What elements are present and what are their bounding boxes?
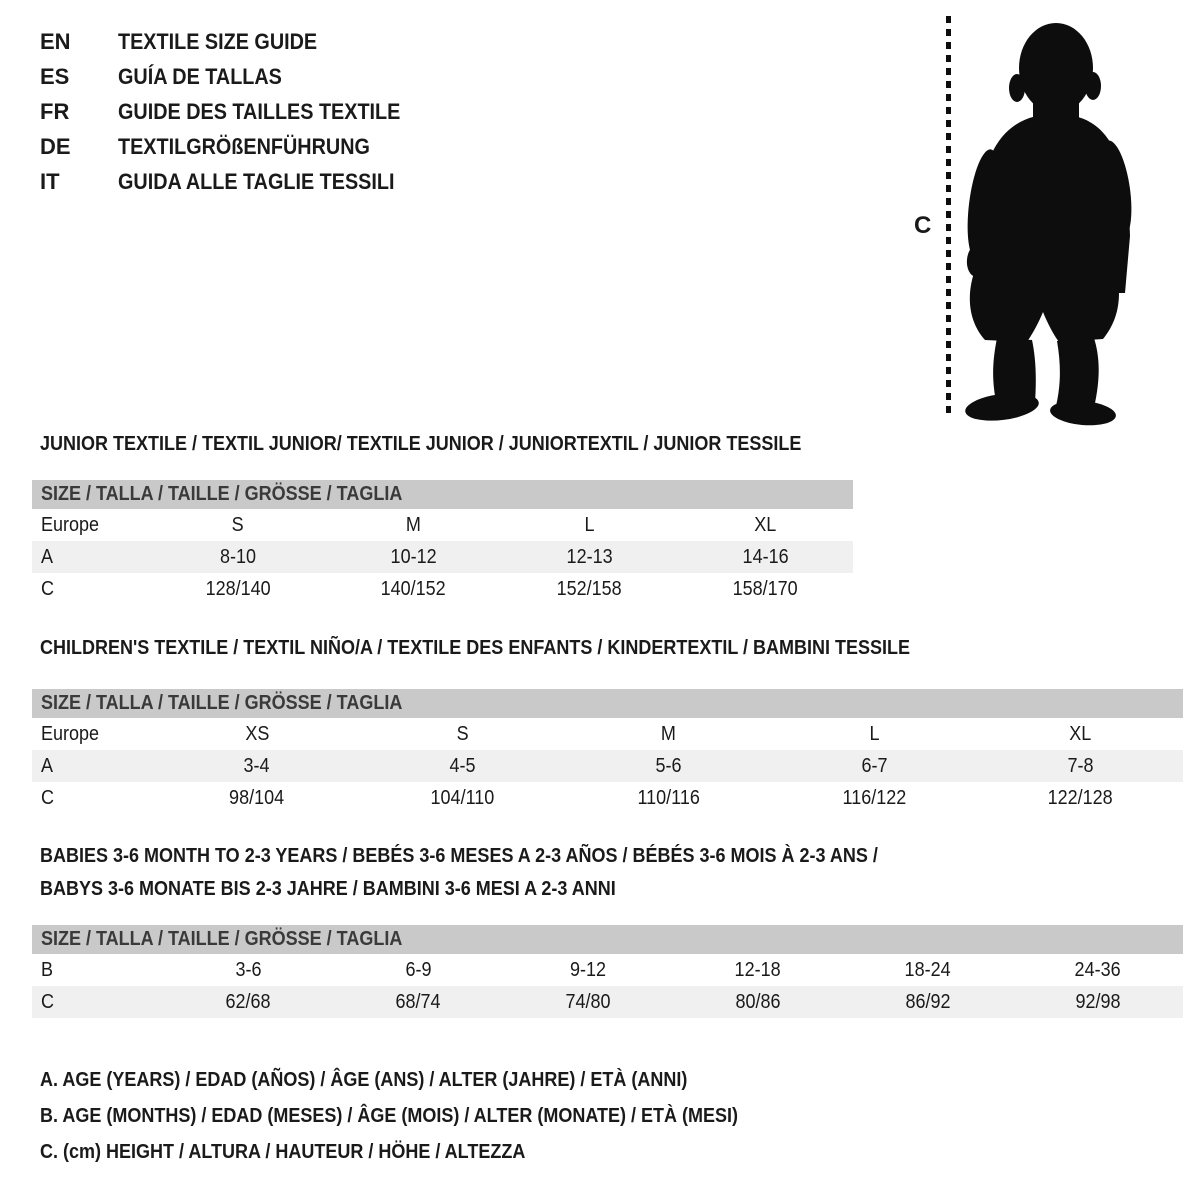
- table-cell: 18-24: [904, 958, 952, 981]
- table-row: [32, 782, 1183, 814]
- table-row: [32, 573, 853, 605]
- legend-line-b: B. AGE (MONTHS) / EDAD (MESES) / ÂGE (MOIS) / ALTER (MONATE) / ETÀ (MESI): [40, 1105, 738, 1127]
- table-cell: M: [406, 513, 422, 536]
- row-label: C: [41, 577, 55, 600]
- table-cell: 12-18: [734, 958, 782, 981]
- table-cell: 158/170: [732, 577, 798, 600]
- row-label: C: [41, 786, 55, 809]
- table-cell: 110/116: [637, 786, 700, 809]
- legend-line-a: A. AGE (YEARS) / EDAD (AÑOS) / ÂGE (ANS) / ALTER (JAHRE) / ETÀ (ANNI): [40, 1069, 688, 1091]
- size-table-children: [32, 689, 1183, 814]
- table-cell: XL: [1069, 722, 1092, 745]
- size-header-bar: SIZE / TALLA / TAILLE / GRÖSSE / TAGLIA: [32, 689, 1183, 718]
- table-cell: 3-4: [243, 754, 270, 777]
- table-row: [32, 509, 853, 541]
- table-cell: 3-6: [234, 958, 262, 981]
- guide-title: TEXTILE SIZE GUIDE: [118, 28, 318, 54]
- table-cell: 8-10: [219, 545, 256, 568]
- table-cell: 104/110: [430, 786, 495, 809]
- lang-code: EN: [40, 28, 71, 54]
- table-cell: 9-12: [569, 958, 607, 981]
- table-cell: 74/80: [565, 990, 611, 1013]
- table-cell: 152/158: [556, 577, 622, 600]
- table-row: [32, 986, 1183, 1018]
- table-cell: 122/128: [1047, 786, 1113, 809]
- section-title-babies-line2: BABYS 3-6 MONATE BIS 2-3 JAHRE / BAMBINI 3-6 MESI A 2-3 ANNI: [40, 878, 616, 900]
- size-header-bar: SIZE / TALLA / TAILLE / GRÖSSE / TAGLIA: [32, 925, 1183, 954]
- lang-row-de: [40, 129, 432, 164]
- table-cell: L: [584, 513, 595, 536]
- height-dashed-line: [946, 16, 951, 414]
- table-cell: XS: [244, 722, 269, 745]
- table-row: [32, 541, 853, 573]
- table-cell: 14-16: [742, 545, 789, 568]
- lang-code: IT: [40, 168, 60, 194]
- table-cell: 6-9: [404, 958, 432, 981]
- table-cell: 92/98: [1075, 990, 1121, 1013]
- measurement-legend: [40, 1062, 816, 1170]
- lang-row-en: [40, 24, 432, 59]
- lang-row-it: [40, 164, 432, 199]
- table-cell: 10-12: [390, 545, 437, 568]
- table-cell: XL: [754, 513, 777, 536]
- row-label: B: [41, 958, 54, 981]
- table-cell: 4-5: [449, 754, 476, 777]
- table-cell: S: [456, 722, 469, 745]
- table-cell: S: [231, 513, 244, 536]
- table-row: [32, 718, 1183, 750]
- size-table-junior: [32, 480, 853, 605]
- table-row: [32, 750, 1183, 782]
- lang-row-fr: [40, 94, 432, 129]
- section-title-children: CHILDREN'S TEXTILE / TEXTIL NIÑO/A / TEXTILE DES ENFANTS / KINDERTEXTIL / BAMBINI TESSILE: [40, 637, 911, 659]
- size-header-bar: SIZE / TALLA / TAILLE / GRÖSSE / TAGLIA: [32, 480, 853, 509]
- toddler-silhouette-icon: [953, 8, 1148, 428]
- section-title-junior: JUNIOR TEXTILE / TEXTIL JUNIOR/ TEXTILE JUNIOR / JUNIORTEXTIL / JUNIOR TESSILE: [40, 433, 802, 455]
- table-cell: 140/152: [381, 577, 447, 600]
- size-table-babies: [32, 925, 1183, 1018]
- guide-title: GUÍA DE TALLAS: [118, 63, 282, 89]
- height-measure-label: C: [914, 212, 932, 239]
- language-title-list: [40, 24, 432, 199]
- row-label: A: [41, 545, 54, 568]
- table-cell: 5-6: [655, 754, 682, 777]
- table-cell: 98/104: [229, 786, 285, 809]
- table-cell: 24-36: [1074, 958, 1122, 981]
- lang-code: DE: [40, 133, 71, 159]
- guide-title: GUIDA ALLE TAGLIE TESSILI: [118, 168, 395, 194]
- table-cell: 128/140: [205, 577, 271, 600]
- table-cell: 7-8: [1067, 754, 1094, 777]
- table-cell: 86/92: [905, 990, 951, 1013]
- legend-line-c: C. (cm) HEIGHT / ALTURA / HAUTEUR / HÖHE / ALTEZZA: [40, 1141, 526, 1163]
- lang-row-es: [40, 59, 432, 94]
- guide-title: TEXTILGRÖßENFÜHRUNG: [118, 133, 370, 159]
- table-cell: M: [660, 722, 676, 745]
- row-label: A: [41, 754, 54, 777]
- row-label: C: [41, 990, 55, 1013]
- table-cell: L: [869, 722, 880, 745]
- lang-code: FR: [40, 98, 70, 124]
- table-cell: 12-13: [566, 545, 613, 568]
- row-label: Europe: [41, 513, 100, 536]
- guide-title: GUIDE DES TAILLES TEXTILE: [118, 98, 401, 124]
- section-title-babies-line1: BABIES 3-6 MONTH TO 2-3 YEARS / BEBÉS 3-6 MESES A 2-3 AÑOS / BÉBÉS 3-6 MOIS À 2-3 ANS /: [40, 845, 878, 867]
- table-cell: 68/74: [395, 990, 441, 1013]
- table-cell: 116/122: [842, 786, 907, 809]
- table-row: [32, 954, 1183, 986]
- table-cell: 62/68: [225, 990, 271, 1013]
- table-cell: 6-7: [861, 754, 888, 777]
- lang-code: ES: [40, 63, 70, 89]
- row-label: Europe: [41, 722, 100, 745]
- table-cell: 80/86: [735, 990, 781, 1013]
